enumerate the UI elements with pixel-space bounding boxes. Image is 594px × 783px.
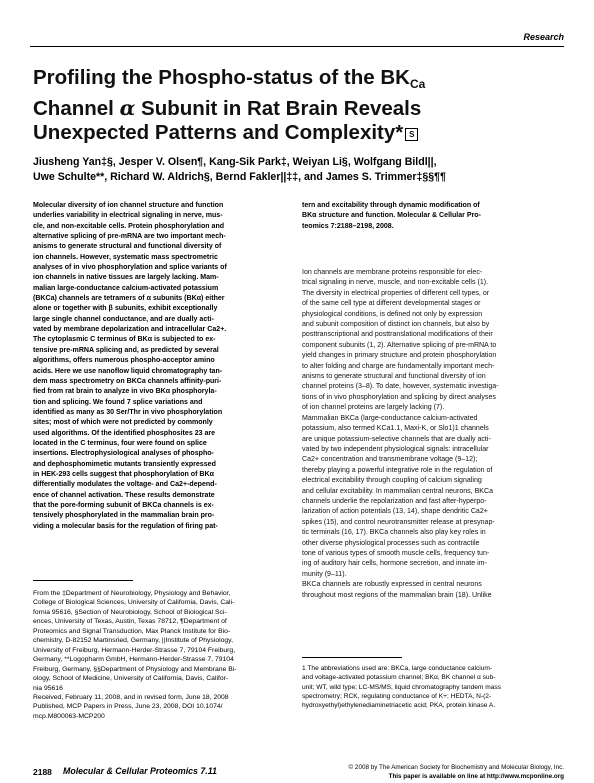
abstract-line: alternative splicing of pre-mRNA are two important mech- bbox=[33, 233, 226, 241]
body-line: other diverse physiological processes such as contractile bbox=[302, 539, 480, 547]
page-number: 2188 bbox=[33, 767, 52, 777]
author-line: Uwe Schulte**, Richard W. Aldrich§, Bernd Fakler||‡‡, and James S. Trimmer‡§§¶¶ bbox=[33, 171, 446, 183]
body-line: The diversity in electrical properties of different cell types, or bbox=[302, 289, 490, 297]
abstract-line: tensive pre-mRNA splicing and, as predicted by several bbox=[33, 346, 219, 354]
affiliation-line: Freiburg, Germany, §§Department of Physiology and Membrane Bi- bbox=[33, 665, 237, 673]
body-line: Ca2+ concentration and transmembrane voltage (9–12); bbox=[302, 456, 478, 464]
body-line: trical signaling in nerve, muscle, and non-excitable cells (1). bbox=[302, 279, 489, 287]
body-line: BKCa channels are robustly expressed in central neurons bbox=[302, 581, 482, 589]
abstract-line: insertions. Electrophysiological analyses of phospho- bbox=[33, 450, 214, 458]
body-line: ing of auditory hair cells, hormone secretion, and innate im- bbox=[302, 560, 487, 568]
abstract-line: tern and excitability through dynamic modification of bbox=[302, 202, 480, 209]
affiliation-line: fornia 95616, §Section of Neurobiology, School of Biological Sci- bbox=[33, 608, 227, 616]
author-line: Jiusheng Yan‡§, Jesper V. Olsen¶, Kang-Sik Park‡, Weiyan Li§, Wolfgang Bildl||, bbox=[33, 156, 437, 168]
body-line: electrical excitability through coupling of calcium signaling bbox=[302, 477, 482, 485]
affiliation-line: chemistry, D-82152 Martinsried, Germany, ||Institute of Physiology, bbox=[33, 637, 233, 645]
abstract-line: alone or together with β subunits, exhibit exceptionally bbox=[33, 305, 218, 313]
body-line: physiological conditions, is defined not only by expression bbox=[302, 310, 483, 318]
body-line: Mammalian BKCa (large-conductance calcium-activated bbox=[302, 414, 478, 422]
footnote-line: spectrometry; RCK, regulating conductance of K+; HEDTA, N-(2- bbox=[302, 692, 492, 700]
abstract-line: analyses of in vivo phosphorylation and splice variants of bbox=[33, 264, 227, 272]
footnote-line: unit; WT, wild type; LC-MS/MS, liquid chromatography tandem mass bbox=[302, 683, 501, 691]
body-line: to alter folding and charge are fundamentally important mech- bbox=[302, 362, 495, 370]
abstract-line: identified as many as 30 Ser/Thr in vivo phosphorylation bbox=[33, 408, 223, 416]
abstract-line: large single channel conductance, and are dually acti- bbox=[33, 315, 214, 323]
body-line: channels underlie the repolarization and fast after-hyperpo- bbox=[302, 497, 487, 505]
body-line: and cellular excitability. In mammalian central neurons, BKCa bbox=[302, 487, 494, 495]
abstract-line: (BKCa) channels are tetramers of α subunits (BKα) either bbox=[33, 295, 225, 303]
abstract-line: tion and splicing. We found 7 splice variations and bbox=[33, 398, 203, 406]
abstract-line: sites; most of which were not predicted by commonly bbox=[33, 419, 213, 427]
title-line-2: Channel α Subunit in Rat Brain Reveals bbox=[33, 96, 422, 120]
affiliations bbox=[33, 589, 299, 721]
footnote-line: and voltage-activated potassium channel; BKα, BK channel α sub- bbox=[302, 674, 496, 682]
affiliation-line: ology, School of Medicine, University of California, Davis, Califor- bbox=[33, 675, 229, 683]
journal-url[interactable]: This paper is available on line at http://www.mcponline.org bbox=[388, 773, 564, 780]
abstract-line: malian large-conductance calcium-activated potassium bbox=[33, 284, 219, 292]
abstract-line: dem mass spectrometry on BKCa channels affinity-puri- bbox=[33, 377, 222, 385]
body-line: tions of in vivo phosphorylation and splicing by direct analyses bbox=[302, 393, 496, 401]
body-line: vated by two independent physiological signals: intracellular bbox=[302, 445, 489, 453]
body-line: of the same cell type at different developmental stages or bbox=[302, 300, 481, 308]
abstract-line: that the pore-forming subunit of BKCa channels is ex- bbox=[33, 501, 214, 509]
footnote-line: 1 The abbreviations used are: BKCa, large conductance calcium- bbox=[302, 665, 493, 672]
body-line: thereby playing a powerful integrative role in the regulation of bbox=[302, 466, 493, 474]
abstract-line: anisms to generate structural and functional diversity of bbox=[33, 243, 222, 251]
body-text bbox=[302, 268, 564, 601]
author-list bbox=[33, 155, 563, 185]
article-title bbox=[33, 66, 563, 145]
body-line: yield changes in primary structure and protein phosphorylation bbox=[302, 352, 497, 360]
abstract-line: teomics 7:2188–2198, 2008. bbox=[302, 222, 394, 230]
abstract-line: viding a molecular basis for the regulation of firing pat- bbox=[33, 522, 218, 530]
abstract-line: underlies variability in electrical signaling in nerve, mus- bbox=[33, 212, 223, 220]
body-line: spikes (15), and control neurotransmitter release at presynap- bbox=[302, 518, 495, 526]
body-line: Ion channels are membrane proteins responsible for elec- bbox=[302, 269, 483, 276]
body-line: larization of action potentials (13, 14), shape dendritic Ca2+ bbox=[302, 508, 488, 516]
affiliation-line: University of Freiburg, Hermann-Herder-Strasse 7, 79104 Freiburg, bbox=[33, 646, 236, 654]
affiliation-line: Germany, **Logopharm GmbH, Hermann-Herder-Strasse 7, 79104 bbox=[33, 656, 234, 664]
abstract-line: acids. Here we use nanoflow liquid chromatography tan- bbox=[33, 367, 223, 375]
body-line: posttranscriptional and posttranslational modifications of their bbox=[302, 331, 493, 339]
abstract-line: and dephosphomimetic mutants transiently expressed bbox=[33, 460, 216, 468]
body-line: tic terminals (16, 17). BKCa channels also play key roles in bbox=[302, 529, 486, 537]
footnote-rule bbox=[33, 580, 133, 581]
abstract-line: The cytoplasmic C terminus of BKα is subjected to ex- bbox=[33, 336, 216, 344]
section-label: Research bbox=[523, 32, 564, 42]
affiliation-line: ences, University of Texas, Austin, Texas 78712, ¶Department of bbox=[33, 618, 227, 626]
body-line: munity (9–11). bbox=[302, 570, 347, 578]
copyright bbox=[349, 763, 564, 781]
footnote-line: hydroxyethyl)ethylenediaminetriacetic acid; PKA, protein kinase A. bbox=[302, 702, 496, 710]
abstract-line: BKα structure and function. Molecular & Cellular Pro- bbox=[302, 212, 481, 220]
affiliation-line: Published, MCP Papers in Press, June 23, 2008, DOI 10.1074/ bbox=[33, 703, 223, 711]
abstract-line: differentially modulates the voltage- and Ca2+-depend- bbox=[33, 481, 217, 489]
abstract-line: Molecular diversity of ion channel structure and function bbox=[33, 202, 224, 209]
body-line: throughout most regions of the mammalian brain (18). Unlike bbox=[302, 591, 492, 599]
body-line: component subunits (1, 2). Alternative splicing of pre-mRNA to bbox=[302, 341, 497, 349]
affiliation-line: nia 95616 bbox=[33, 684, 63, 692]
abstract-line: located in the C terminus, four were found on splice bbox=[33, 439, 207, 447]
abstract-line: in HEK-293 cells suggest that phosphorylation of BKα bbox=[33, 470, 214, 478]
journal-name: Molecular & Cellular Proteomics 7.11 bbox=[63, 766, 217, 776]
supplemental-material-icon[interactable]: S bbox=[405, 128, 418, 141]
abstract-line: tensively phosphorylated in the mammalian brain pro- bbox=[33, 512, 215, 520]
abstract-line: ion channels. However, systematic mass spectrometric bbox=[33, 253, 218, 261]
abstract bbox=[33, 201, 299, 532]
affiliation-line: mcp.M800063-MCP200 bbox=[33, 712, 105, 720]
affiliation-line: College of Biological Sciences, University of California, Davis, Cali- bbox=[33, 599, 235, 607]
abstract-line: ion channels in native tissues are largely lacking. Mam- bbox=[33, 274, 219, 282]
abstract-line: fied from rat brain to analyze in vivo BKα phosphoryla- bbox=[33, 388, 217, 396]
body-line: and subunit composition of distinct ion channels, but also by bbox=[302, 321, 490, 329]
body-line: anisms to generate structural and functional diversity of ion bbox=[302, 373, 486, 381]
body-line: potassium, also termed KCa1.1, Maxi-K, or Slo1)1 channels bbox=[302, 425, 489, 433]
abstract-line: used algorithms. Of the identified phosphosites 23 are bbox=[33, 429, 216, 437]
abbreviations-footnote bbox=[302, 664, 564, 710]
abstract-continuation bbox=[302, 201, 564, 232]
title-line-3: Unexpected Patterns and Complexity* S bbox=[33, 121, 563, 145]
abstract-line: cle, and non-excitable cells. Protein phosphorylation and bbox=[33, 222, 225, 230]
affiliation-line: Received, February 11, 2008, and in revised form, June 18, 2008 bbox=[33, 693, 229, 701]
body-line: channel proteins (3–8). To date, however, systematic investiga- bbox=[302, 383, 499, 391]
body-line: of ion channel proteins are largely lacking (7). bbox=[302, 404, 445, 412]
abstract-line: ence of channel activation. These results demonstrate bbox=[33, 491, 215, 499]
body-line: are unique potassium-selective channels that are dually acti- bbox=[302, 435, 491, 443]
body-line: tone of various types of smooth muscle cells, frequency tun- bbox=[302, 549, 490, 557]
copyright-line: © 2008 by The American Society for Biochemistry and Molecular Biology, Inc. bbox=[348, 764, 564, 771]
title-line-1: Profiling the Phospho-status of the $BK_{Ca}$ bbox=[33, 66, 426, 91]
header-rule bbox=[30, 46, 564, 47]
affiliation-line: Proteomics and Signal Transduction, Max Planck Institute for Bio- bbox=[33, 627, 231, 635]
footnote-rule bbox=[302, 657, 402, 658]
abstract-line: algorithms, offers numerous phospho-acceptor amino bbox=[33, 357, 215, 365]
affiliation-line: From the ‡Department of Neurobiology, Physiology and Behavior, bbox=[33, 590, 231, 597]
abstract-line: vated by membrane depolarization and intracellular Ca2+. bbox=[33, 326, 227, 334]
